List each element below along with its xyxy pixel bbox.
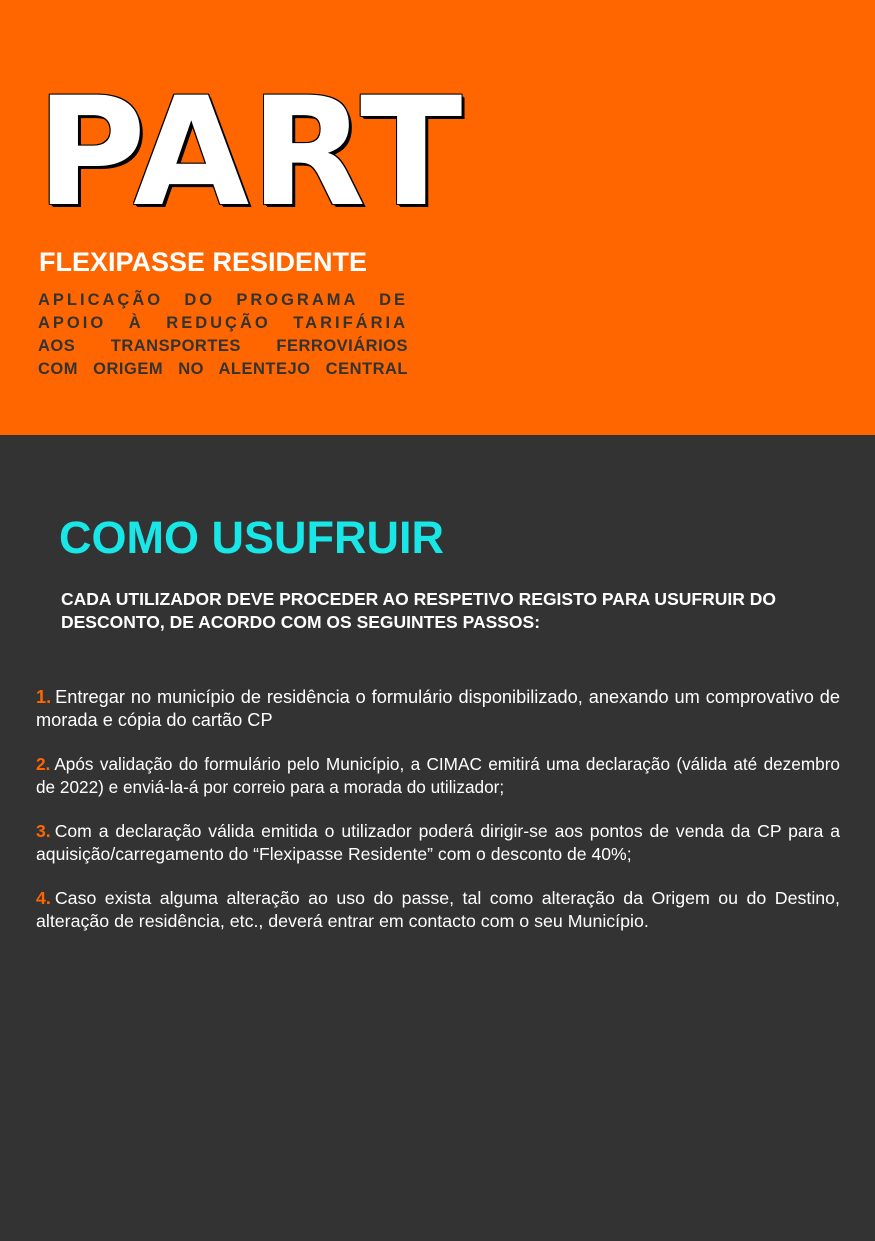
tagline-line: APOIO À REDUÇÃO TARIFÁRIA <box>38 314 408 332</box>
section-title: COMO USUFRUIR <box>59 512 444 563</box>
step-text: Após validação do formulário pelo Município, a CIMAC emitirá uma declaração (válida até dezembro de 2022) e enviá-la-á por correio para a morada do utilizador; <box>36 754 840 797</box>
tagline-line: APLICAÇÃO DO PROGRAMA DE <box>38 291 408 309</box>
step-number: 3. <box>36 821 51 841</box>
step-text: Entregar no município de residência o formulário disponibilizado, anexando um comprovativo de morada e cópia do cartão CP <box>36 687 840 730</box>
tagline <box>38 289 408 381</box>
header-banner <box>0 0 875 435</box>
step-item <box>36 887 840 933</box>
tagline-line: AOS TRANSPORTES FERROVIÁRIOS <box>38 337 408 355</box>
step-item <box>36 753 840 799</box>
step-text: Caso exista alguma alteração ao uso do passe, tal como alteração da Origem ou do Destino, alteração de residência, etc., deverá entrar em contacto com o seu Município. <box>36 888 840 931</box>
intro-text: CADA UTILIZADOR DEVE PROCEDER AO RESPETIVO REGISTO PARA USUFRUIR DO DESCONTO, DE ACORDO COM OS SEGUINTES PASSOS: <box>61 589 776 632</box>
step-number: 4. <box>36 888 51 908</box>
subtitle: FLEXIPASSE RESIDENTE <box>39 247 368 277</box>
step-item <box>36 686 840 732</box>
step-text: Com a declaração válida emitida o utilizador poderá dirigir-se aos pontos de venda da CP para a aquisição/carregamento do “Flexipasse Residente” com o desconto de 40%; <box>36 821 840 864</box>
tagline-line: COM ORIGEM NO ALENTEJO CENTRAL <box>38 360 408 378</box>
part-logo: PART <box>36 66 464 240</box>
step-number: 1. <box>36 687 52 707</box>
step-number: 2. <box>36 754 51 774</box>
step-item <box>36 820 840 866</box>
